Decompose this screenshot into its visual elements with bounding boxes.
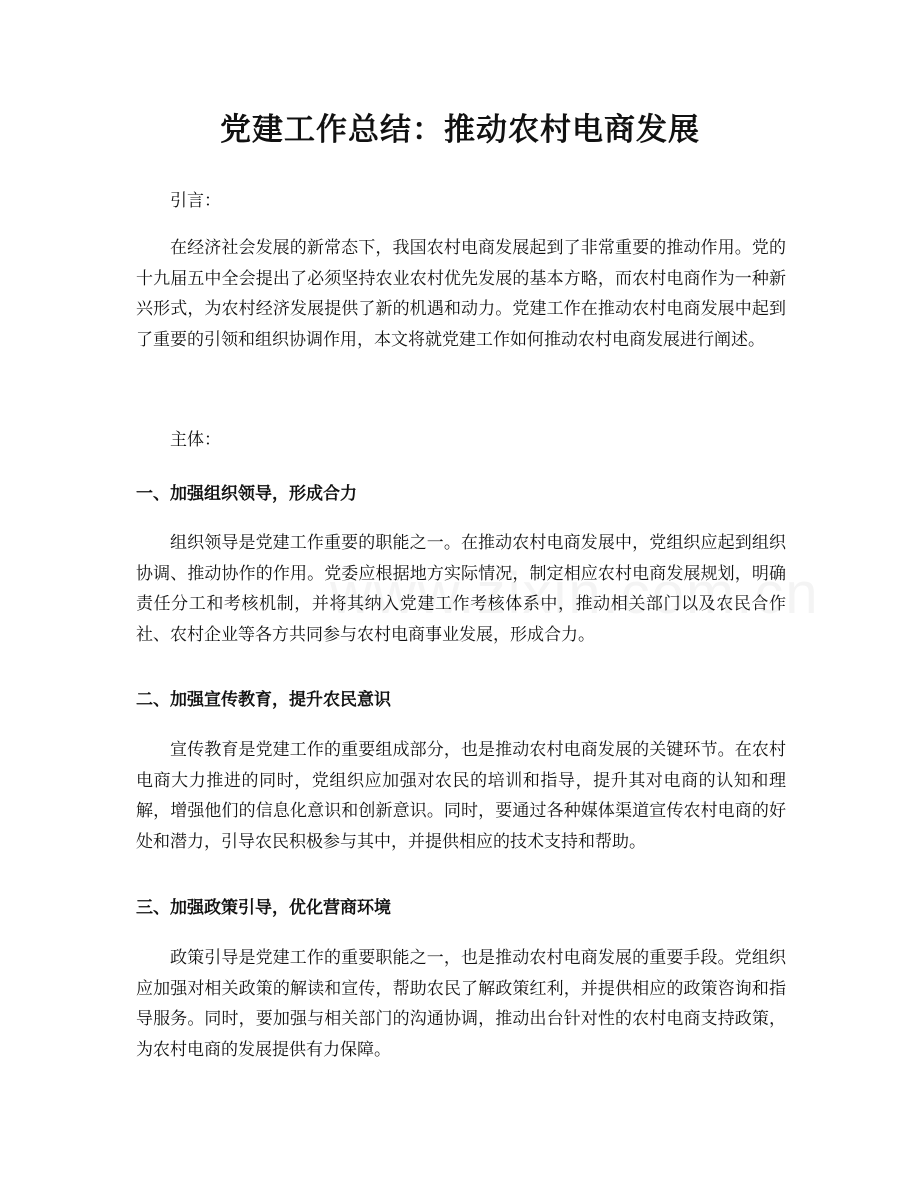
intro-paragraph: 在经济社会发展的新常态下，我国农村电商发展起到了非常重要的推动作用。党的十九届五中全会提出了必须坚持农业农村优先发展的基本方略，而农村电商作为一种新兴形式，为农村经济发展提供了新的机遇和动力。党建工作在推动农村电商发展中起到了重要的引领和组织协调作用，本文将就党建工作如何推动农村电商发展进行阐述。 <box>136 238 786 351</box>
section-2-heading: 二、加强宣传教育，提升农民意识 <box>136 690 391 710</box>
section-1-heading: 一、加强组织领导，形成合力 <box>136 484 357 504</box>
body-label: 主体： <box>170 430 221 450</box>
document-title: 党建工作总结：推动农村电商发展 <box>220 112 700 148</box>
intro-label: 引言： <box>170 191 221 211</box>
section-3-paragraph: 政策引导是党建工作的重要职能之一，也是推动农村电商发展的重要手段。党组织应加强对相关政策的解读和宣传，帮助农民了解政策红利，并提供相应的政策咨询和指导服务。同时，要加强与相关部门的沟通协调，推动出台针对性的农村电商支持政策，为农村电商的发展提供有力保障。 <box>136 948 786 1061</box>
section-3-heading: 三、加强政策引导，优化营商环境 <box>136 898 391 918</box>
section-2-paragraph: 宣传教育是党建工作的重要组成部分，也是推动农村电商发展的关键环节。在农村电商大力推进的同时，党组织应加强对农民的培训和指导，提升其对电商的认知和理解，增强他们的信息化意识和创新意识。同时，要通过各种媒体渠道宣传农村电商的好处和潜力，引导农民积极参与其中，并提供相应的技术支持和帮助。 <box>136 740 786 853</box>
section-1-paragraph: 组织领导是党建工作重要的职能之一。在推动农村电商发展中，党组织应起到组织协调、推动协作的作用。党委应根据地方实际情况，制定相应农村电商发展规划，明确责任分工和考核机制，并将其纳入党建工作考核体系中，推动相关部门以及农民合作社、农村企业等各方共同参与农村电商事业发展，形成合力。 <box>136 533 786 646</box>
